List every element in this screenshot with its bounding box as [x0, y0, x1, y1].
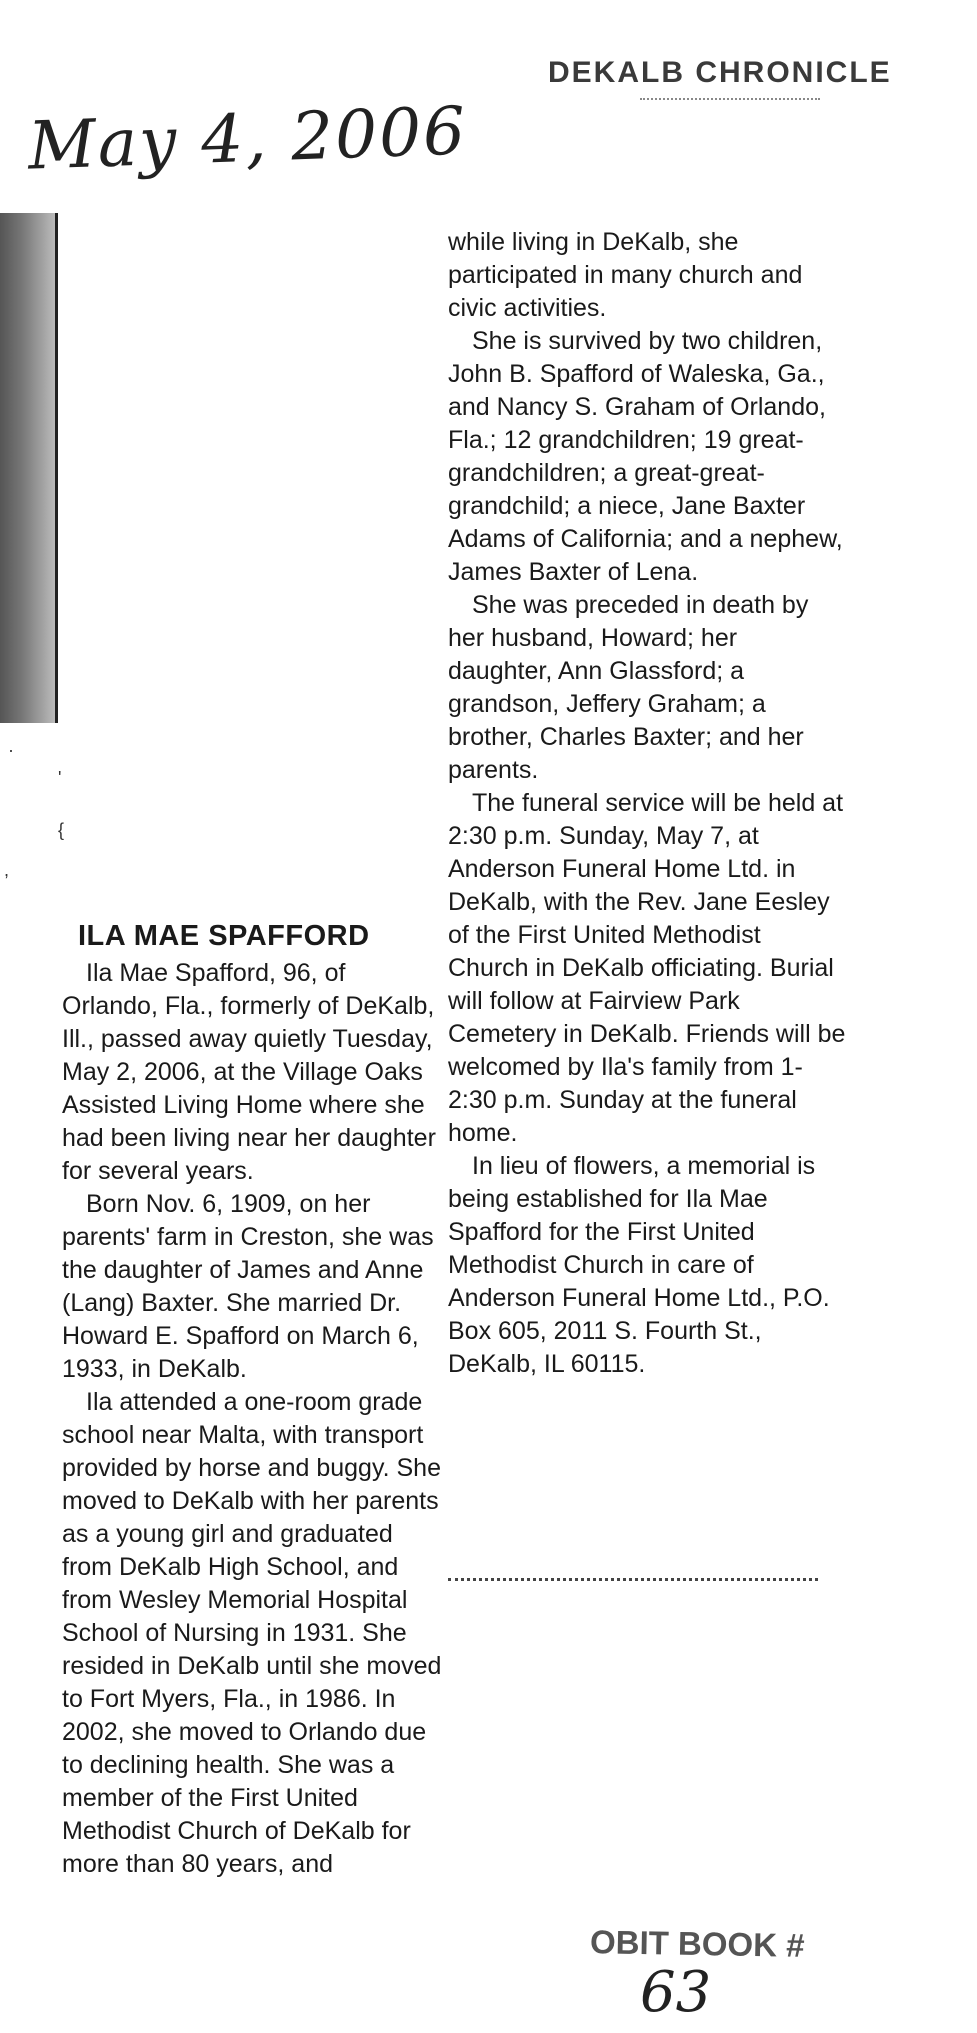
obituary-paragraph: The funeral service will be held at 2:30 p.m. Sunday, May 7, at Anderson Funeral Home Ltd. in DeKalb, with the Rev. Jane Eesley of the First United Methodist Church in DeKalb officiating. Burial will follow at Fairview Park Cemetery in DeKalb. Friends will be welcomed by Ila's family from 1-2:30 p.m. Sunday at the funeral home. — [448, 789, 846, 1147]
speck-mark: , — [4, 860, 10, 880]
speck-mark: ' — [58, 768, 62, 788]
cropped-photo-edge — [0, 213, 58, 723]
obituary-headline: ILA MAE SPAFFORD — [78, 920, 370, 952]
masthead-smudge — [640, 98, 820, 110]
obit-book-number: 63 — [640, 1960, 712, 2025]
obituary-paragraph: while living in DeKalb, she participated in many church and civic activities. — [448, 228, 803, 322]
obituary-right-column — [448, 226, 848, 1381]
obituary-paragraph: Ila attended a one-room grade school near Malta, with transport provided by horse and buggy. She moved to DeKalb with her parents as a young girl and graduated from DeKalb High School, and from Wesley Memorial Hospital School of Nursing in 1931. She resided in DeKalb until she moved to Fort Myers, Fla., in 1986. In 2002, she moved to Orlando due to declining health. She was a member of the First United Methodist Church of DeKalb for more than 80 years, and — [62, 1388, 442, 1878]
speck-mark: · — [8, 740, 14, 760]
clipping-cut-edge — [448, 1578, 818, 1589]
obituary-paragraph: She was preceded in death by her husband, Howard; her daughter, Ann Glassford; a grandson, Jeffery Graham; a brother, Charles Baxter; and her parents. — [448, 591, 809, 784]
speck-mark: { — [58, 820, 65, 840]
obituary-paragraph: In lieu of flowers, a memorial is being established for Ila Mae Spafford for the First United Methodist Church in care of Anderson Funeral Home Ltd., P.O. Box 605, 2011 S. Fourth St., DeKalb, IL 60115. — [448, 1152, 830, 1378]
obituary-paragraph: Ila Mae Spafford, 96, of Orlando, Fla., formerly of DeKalb, Ill., passed away quietly Tuesday, May 2, 2006, at the Village Oaks Assisted Living Home where she had been living near her daughter for several years. — [62, 959, 436, 1185]
obituary-left-column — [62, 920, 442, 1881]
newspaper-masthead: DEKALB CHRONICLE — [548, 56, 892, 89]
obit-book-stamp: OBIT BOOK # — [589, 1923, 805, 1964]
obituary-paragraph: She is survived by two children, John B. Spafford of Waleska, Ga., and Nancy S. Graham of Orlando, Fla.; 12 grandchildren; 19 great-grandchildren; a great-great-grandchild; a niece, Jane Baxter Adams of California; and a nephew, James Baxter of Lena. — [448, 327, 843, 586]
handwritten-date: May 4, 2006 — [26, 92, 469, 185]
obituary-paragraph: Born Nov. 6, 1909, on her parents' farm in Creston, she was the daughter of James and Anne (Lang) Baxter. She married Dr. Howard E. Spafford on March 6, 1933, in DeKalb. — [62, 1190, 434, 1383]
